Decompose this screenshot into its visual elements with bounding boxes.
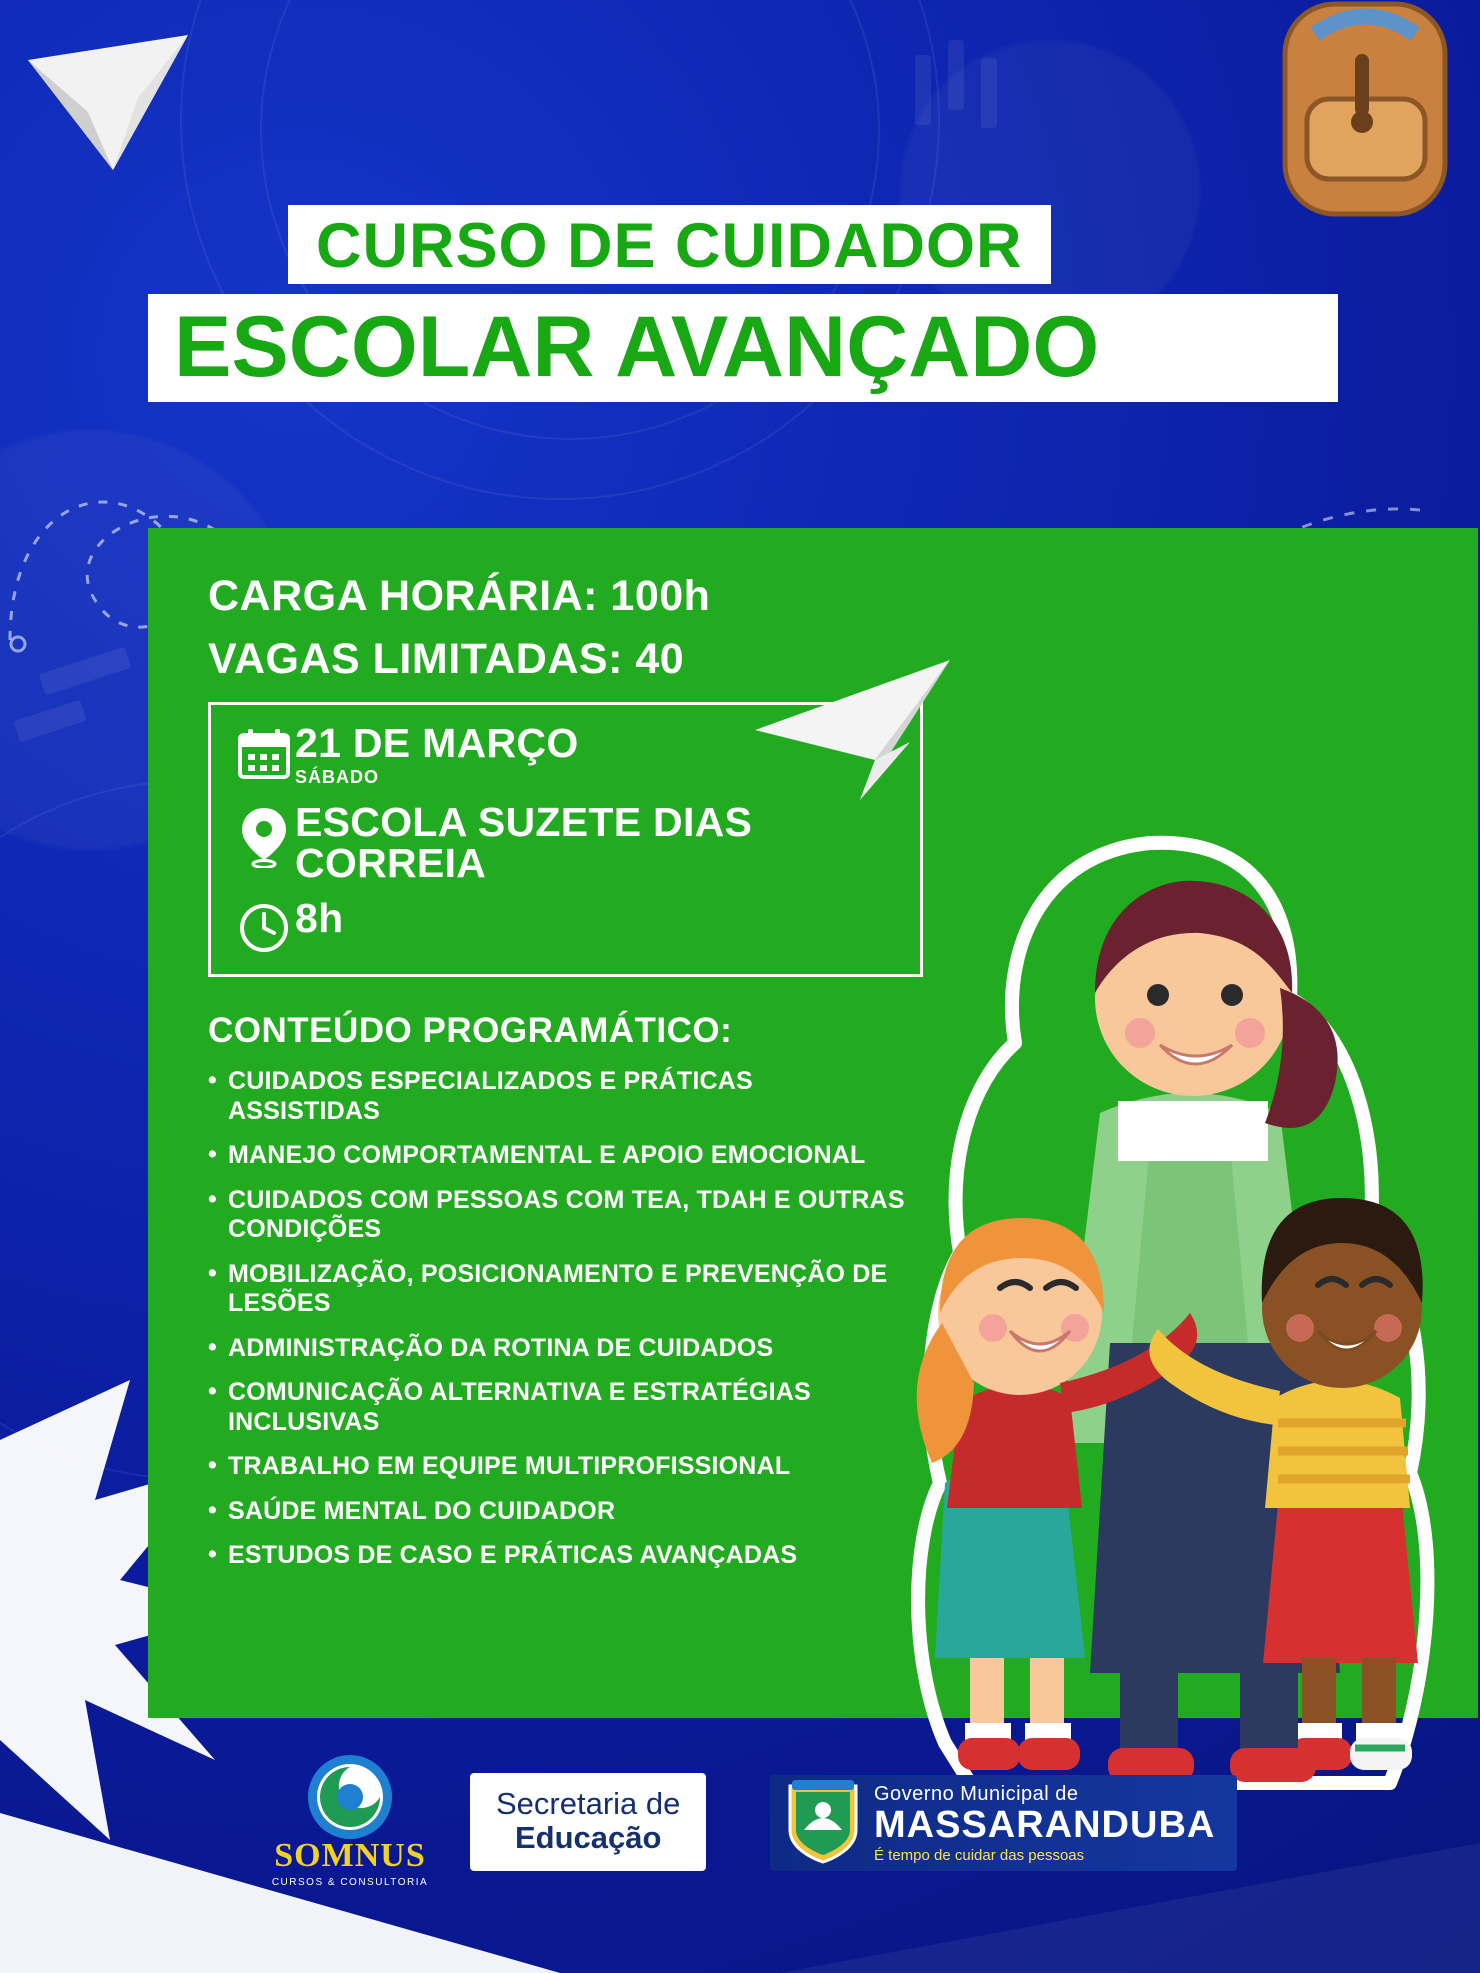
secretaria-line-1: Secretaria de bbox=[496, 1785, 681, 1821]
list-item: • MOBILIZAÇÃO, POSICIONAMENTO E PREVENÇÃO DE LESÕES bbox=[208, 1260, 908, 1319]
map-pin-icon bbox=[233, 802, 295, 868]
list-item: • ADMINISTRAÇÃO DA ROTINA DE CUIDADOS bbox=[208, 1334, 908, 1364]
coat-of-arms-icon bbox=[784, 1780, 862, 1866]
footer-logos bbox=[0, 1733, 1480, 1913]
gov-line-1: Governo Municipal de bbox=[874, 1782, 1079, 1805]
list-item: • ESTUDOS DE CASO E PRÁTICAS AVANÇADAS bbox=[208, 1541, 908, 1571]
bg-bar-1 bbox=[915, 55, 931, 125]
secretaria-line-2: Educação bbox=[514, 1819, 662, 1855]
info-row-location bbox=[233, 799, 920, 886]
event-time: 8h bbox=[295, 895, 344, 941]
list-item: • SAÚDE MENTAL DO CUIDADOR bbox=[208, 1497, 908, 1527]
bg-bar-3 bbox=[981, 58, 997, 128]
government-logo bbox=[770, 1775, 1237, 1871]
somnus-logo bbox=[255, 1751, 445, 1888]
gov-line-3: É tempo de cuidar das pessoas bbox=[874, 1846, 1085, 1864]
poster-title bbox=[148, 205, 1338, 402]
event-date: 21 DE MARÇO bbox=[295, 720, 579, 766]
event-location: ESCOLA SUZETE DIAS CORREIA bbox=[295, 799, 753, 886]
teacher-and-children-illustration bbox=[850, 783, 1480, 1883]
topic-list bbox=[208, 1067, 908, 1571]
calendar-icon bbox=[233, 723, 295, 781]
somnus-mark-icon bbox=[304, 1751, 396, 1843]
title-line-2: ESCOLAR AVANÇADO bbox=[148, 294, 1338, 402]
list-item: • COMUNICAÇÃO ALTERNATIVA E ESTRATÉGIAS INCLUSIVAS bbox=[208, 1378, 908, 1437]
list-item: • CUIDADOS COM PESSOAS COM TEA, TDAH E OUTRAS CONDIÇÕES bbox=[208, 1186, 908, 1245]
list-item: • CUIDADOS ESPECIALIZADOS E PRÁTICAS ASSISTIDAS bbox=[208, 1067, 908, 1126]
workload-text: CARGA HORÁRIA: 100h bbox=[208, 572, 711, 620]
somnus-name: SOMNUS bbox=[274, 1837, 426, 1874]
secretaria-educacao-logo bbox=[470, 1773, 706, 1871]
info-row-time bbox=[233, 895, 920, 954]
paper-plane-icon-top bbox=[18, 20, 208, 190]
gov-line-2: MASSARANDUBA bbox=[874, 1803, 1216, 1846]
somnus-tagline: CURSOS & CONSULTORIA bbox=[271, 1877, 429, 1888]
paper-plane-icon-middle bbox=[735, 650, 955, 810]
slots-text: VAGAS LIMITADAS: 40 bbox=[208, 635, 685, 683]
event-weekday: SÁBADO bbox=[295, 767, 380, 787]
list-item: • TRABALHO EM EQUIPE MULTIPROFISSIONAL bbox=[208, 1452, 908, 1482]
clock-icon bbox=[233, 898, 295, 954]
bg-bar-2 bbox=[948, 40, 964, 110]
title-line-1: CURSO DE CUIDADOR bbox=[288, 205, 1051, 284]
list-item: • MANEJO COMPORTAMENTAL E APOIO EMOCIONAL bbox=[208, 1141, 908, 1171]
content-heading: CONTEÚDO PROGRAMÁTICO: bbox=[208, 1011, 733, 1050]
